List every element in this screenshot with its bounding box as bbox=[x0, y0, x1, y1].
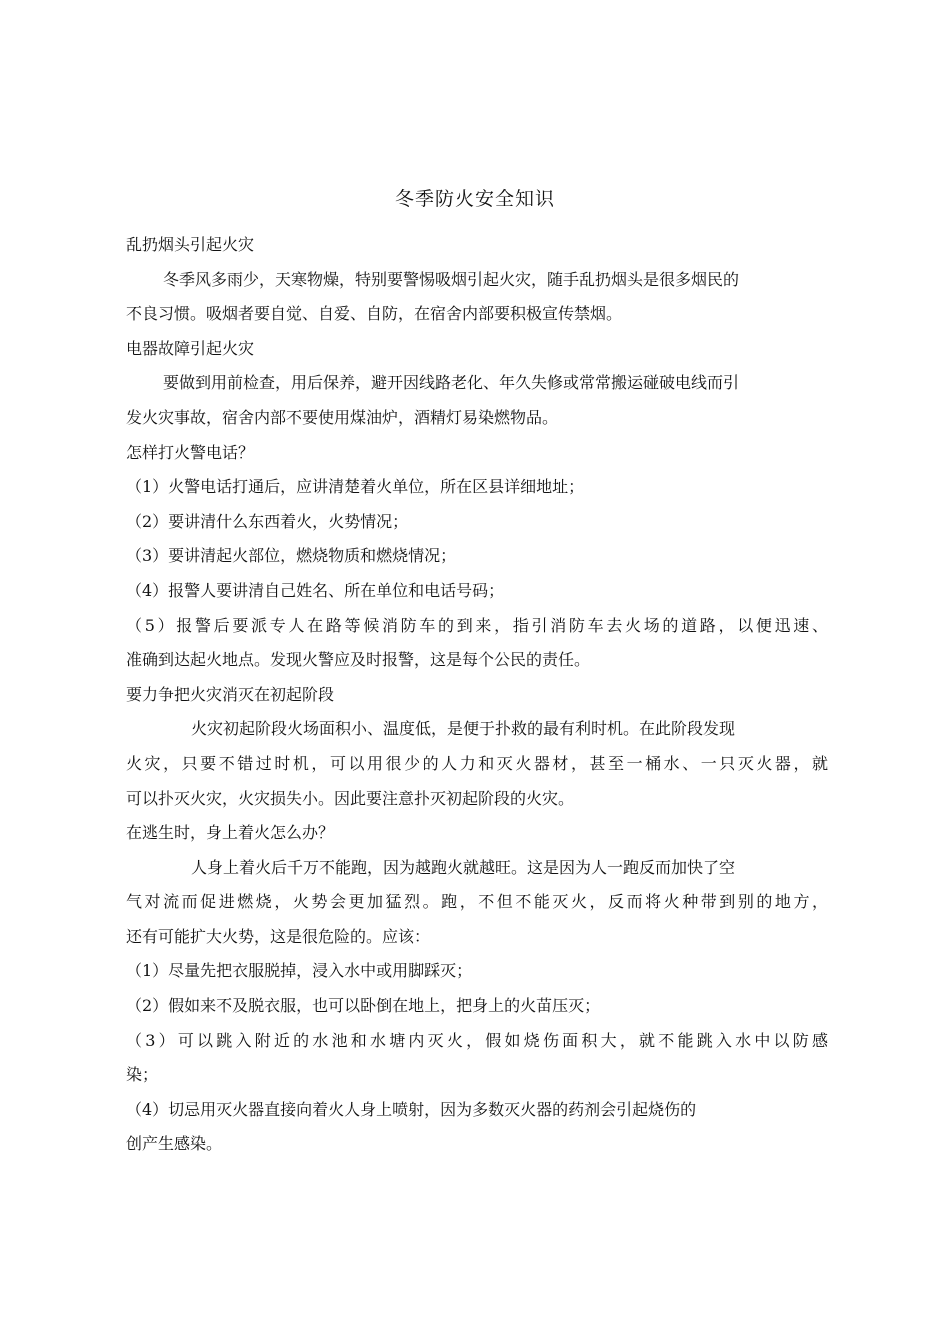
section-heading: 在逃生时，身上着火怎么办？ bbox=[126, 823, 335, 843]
list-item: （4）切忌用灭火器直接向着火人身上喷射，因为多数灭火器的药剂会引起烧伤的 bbox=[126, 1099, 697, 1119]
paragraph-line: 还有可能扩大火势，这是很危险的。应该： bbox=[126, 926, 431, 946]
list-item: （3）可以跳入附近的水池和水塘内灭火，假如烧伤面积大，就不能跳入水中以防感 bbox=[126, 1030, 828, 1050]
list-item: （1）尽量先把衣服脱掉，浸入水中或用脚踩灭； bbox=[126, 961, 473, 981]
document-title: 冬季防火安全知识 bbox=[394, 188, 555, 210]
paragraph-line: 火灾，只要不错过时机，可以用很少的人力和灭火器材，甚至一桶水、一只灭火器，就 bbox=[126, 753, 828, 773]
list-item: （2）假如来不及脱衣服，也可以卧倒在地上，把身上的火苗压灭； bbox=[126, 996, 601, 1016]
paragraph-line: 准确到达起火地点。发现火警应及时报警，这是每个公民的责任。 bbox=[126, 650, 591, 670]
paragraph-line: 冬季风多雨少，天寒物燥，特别要警惕吸烟引起火灾，随手乱扔烟头是很多烟民的 bbox=[163, 269, 740, 289]
list-item: （5）报警后要派专人在路等候消防车的到来，指引消防车去火场的道路，以便迅速、 bbox=[126, 615, 828, 635]
document-body bbox=[126, 228, 828, 1162]
list-item: （1）火警电话打通后，应讲清楚着火单位，所在区县详细地址； bbox=[126, 477, 585, 497]
list-item: （3）要讲清起火部位，燃烧物质和燃烧情况； bbox=[126, 546, 457, 566]
paragraph-line: 人身上着火后千万不能跑，因为越跑火就越旺。这是因为人一跑反而加快了空 bbox=[191, 857, 736, 877]
paragraph-line: 火灾初起阶段火场面积小、温度低，是便于扑救的最有利时机。在此阶段发现 bbox=[191, 719, 736, 739]
list-item: （4）报警人要讲清自己姓名、所在单位和电话号码； bbox=[126, 580, 505, 600]
paragraph-line: 发火灾事故，宿舍内部不要使用煤油炉，酒精灯易染燃物品。 bbox=[126, 407, 559, 427]
section-heading: 电器故障引起火灾 bbox=[126, 338, 255, 358]
section-heading: 乱扔烟头引起火灾 bbox=[126, 235, 255, 254]
paragraph-line: 创产生感染。 bbox=[126, 1134, 223, 1154]
paragraph-line: 可以扑灭火灾，火灾损失小。因此要注意扑灭初起阶段的火灾。 bbox=[126, 788, 575, 808]
paragraph-line: 染； bbox=[126, 1065, 159, 1085]
paragraph-line: 要做到用前检查，用后保养，避开因线路老化、年久失修或常常搬运碰破电线而引 bbox=[163, 373, 740, 393]
list-item: （2）要讲清什么东西着火，火势情况； bbox=[126, 511, 409, 531]
section-heading: 要力争把火灾消灭在初起阶段 bbox=[126, 684, 335, 704]
paragraph-line: 不良习惯。吸烟者要自觉、自爱、自防，在宿舍内部要积极宣传禁烟。 bbox=[126, 304, 623, 324]
paragraph-line: 气对流而促进燃烧，火势会更加猛烈。跑，不但不能灭火，反而将火种带到别的地方， bbox=[126, 892, 828, 912]
section-heading: 怎样打火警电话？ bbox=[126, 442, 255, 462]
